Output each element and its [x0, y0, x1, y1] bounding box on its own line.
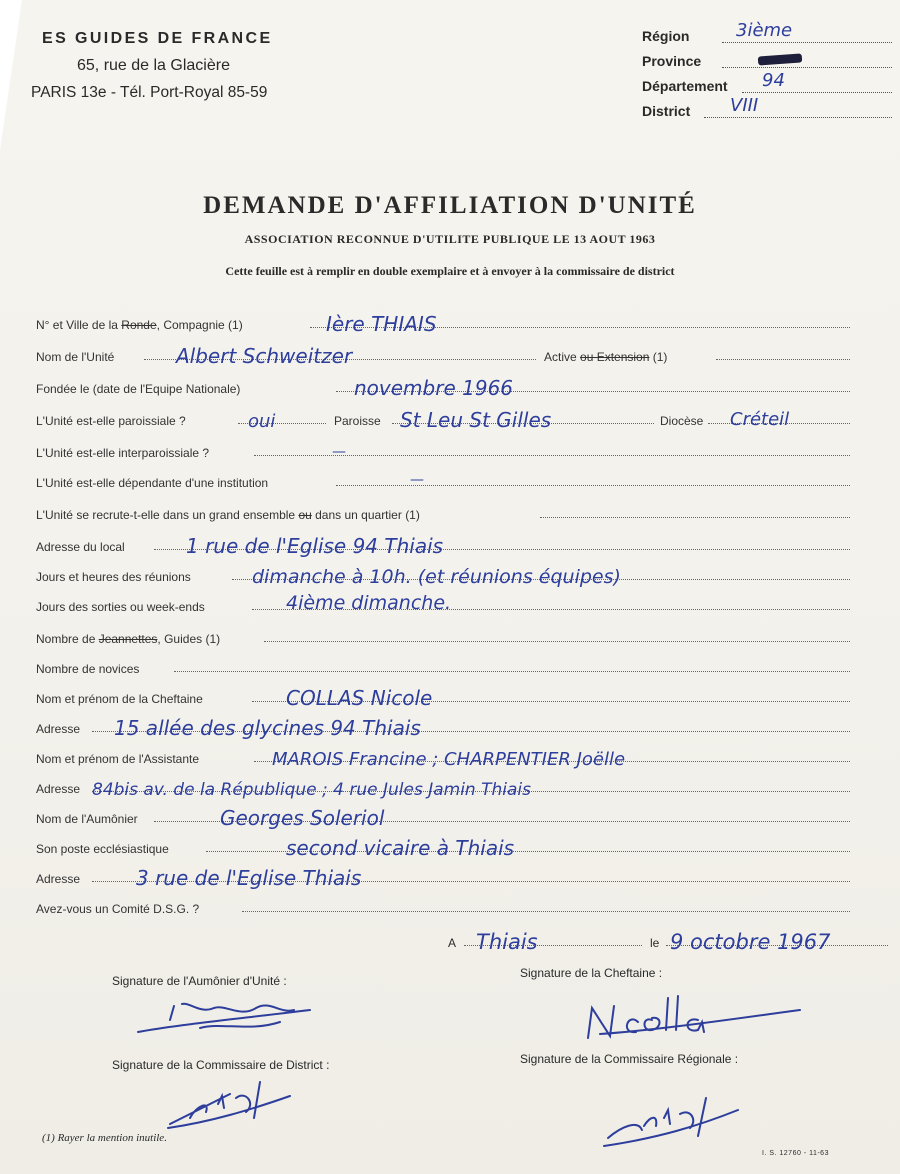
- fondee-value[interactable]: novembre 1966: [354, 376, 514, 400]
- signature-commissaire-district: [160, 1074, 300, 1134]
- field-adresse-3: Adresse 3 rue de l'Eglise Thiais: [36, 866, 850, 888]
- field-sorties: Jours des sorties ou week-ends 4ième dimanche.: [36, 594, 850, 616]
- diocese-value[interactable]: Créteil: [730, 409, 790, 430]
- field-recrute: L'Unité se recrute-t-elle dans un grand ensemble ou dans un quartier (1): [36, 502, 850, 524]
- field-fondee: Fondée le (date de l'Equipe Nationale) novembre 1966: [36, 376, 850, 398]
- field-nombre: Nombre de Jeannettes, Guides (1): [36, 626, 850, 648]
- org-header: [30, 30, 330, 102]
- field-nom-unite: Nom de l'Unité Albert Schweitzer Active ou Extension (1): [36, 344, 850, 366]
- field-reunions: Jours et heures des réunions dimanche à 10h. (et réunions équipes): [36, 564, 850, 586]
- sig-cheftaine-label: Signature de la Cheftaine :: [520, 966, 663, 980]
- region-row: [642, 22, 892, 47]
- sig-commissaire-regionale-label: Signature de la Commissaire Régionale :: [520, 1052, 739, 1066]
- field-adresse-2: Adresse 84bis av. de la République ; 4 rue Jules Jamin Thiais: [36, 776, 850, 798]
- field-aumonier: Nom de l'Aumônier Georges Soleriol: [36, 806, 850, 828]
- footnote: (1) Rayer la mention inutile.: [42, 1132, 167, 1144]
- institution-value[interactable]: —: [410, 472, 424, 488]
- nom-unite-value[interactable]: Albert Schweitzer: [176, 344, 353, 368]
- region-label: Région: [642, 28, 690, 44]
- signature-cheftaine: [580, 990, 810, 1050]
- paroissiale-value[interactable]: oui: [248, 411, 276, 432]
- print-reference: I. S. 12760 - 11-63: [762, 1150, 829, 1157]
- region-value: 3ième: [736, 20, 793, 41]
- departement-value: 94: [762, 70, 785, 91]
- district-value: VIII: [730, 95, 759, 116]
- signature-commissaire-regionale: [598, 1090, 748, 1150]
- field-poste: Son poste ecclésiastique second vicaire à Thiais: [36, 836, 850, 858]
- form-instruction: Cette feuille est à remplir en double exemplaire et à envoyer à la commissaire de district: [225, 264, 675, 278]
- poste-value[interactable]: second vicaire à Thiais: [286, 836, 515, 860]
- signature-aumonier: [130, 992, 330, 1052]
- departement-row: [642, 72, 892, 97]
- redaction-mark: [758, 53, 803, 65]
- sorties-value[interactable]: 4ième dimanche.: [286, 592, 452, 614]
- adresse-local-value[interactable]: 1 rue de l'Eglise 94 Thiais: [186, 534, 444, 558]
- district-label: District: [642, 103, 691, 119]
- assistante-value[interactable]: MAROIS Francine ; CHARPENTIER Joëlle: [272, 749, 626, 770]
- field-adresse-local: Adresse du local 1 rue de l'Eglise 94 Thiais: [36, 534, 850, 556]
- field-paroissiale: L'Unité est-elle paroissiale ? oui Paroisse St Leu St Gilles Diocèse Créteil: [36, 408, 850, 430]
- adresse-2-value[interactable]: 84bis av. de la République ; 4 rue Jules Jamin Thiais: [92, 780, 531, 800]
- province-row: [642, 47, 892, 72]
- field-adresse-1: Adresse 15 allée des glycines 94 Thiais: [36, 716, 850, 738]
- aumonier-value[interactable]: Georges Soleriol: [220, 806, 385, 830]
- field-ville: N° et Ville de la Ronde, Compagnie (1) Ière THIAIS: [36, 312, 850, 334]
- district-row: [642, 97, 892, 122]
- form-subtitle: ASSOCIATION RECONNUE D'UTILITE PUBLIQUE LE 13 AOUT 1963: [244, 232, 656, 246]
- field-comite: Avez-vous un Comité D.S.G. ?: [36, 896, 850, 918]
- region-block: [642, 22, 892, 122]
- sig-commissaire-district-label: Signature de la Commissaire de District :: [112, 1058, 330, 1072]
- field-assistante: Nom et prénom de l'Assistante MAROIS Francine ; CHARPENTIER Joëlle: [36, 746, 850, 768]
- interparoissiale-value[interactable]: —: [332, 444, 346, 460]
- place-date-line: A Thiais le 9 octobre 1967: [448, 930, 888, 952]
- adresse-3-value[interactable]: 3 rue de l'Eglise Thiais: [136, 866, 362, 890]
- reunions-value[interactable]: dimanche à 10h. (et réunions équipes): [252, 566, 621, 588]
- field-institution: L'Unité est-elle dépendante d'une institution —: [36, 470, 850, 492]
- departement-label: Département: [642, 78, 728, 94]
- torn-corner: [0, 0, 22, 150]
- place-value[interactable]: Thiais: [476, 930, 538, 954]
- province-label: Province: [642, 53, 702, 69]
- field-novices: Nombre de novices: [36, 656, 850, 678]
- form-title: DEMANDE D'AFFILIATION D'UNITÉ: [203, 192, 697, 219]
- field-interparoissiale: L'Unité est-elle interparoissiale ? —: [36, 440, 850, 462]
- adresse-1-value[interactable]: 15 allée des glycines 94 Thiais: [114, 716, 421, 740]
- field-cheftaine: Nom et prénom de la Cheftaine COLLAS Nicole: [36, 686, 850, 708]
- ville-value[interactable]: Ière THIAIS: [326, 312, 437, 336]
- date-value[interactable]: 9 octobre 1967: [670, 930, 831, 954]
- sig-aumonier-label: Signature de l'Aumônier d'Unité :: [112, 974, 287, 988]
- org-city-phone: PARIS 13e - Tél. Port-Royal 85-59: [31, 84, 268, 101]
- org-address: 65, rue de la Glacière: [77, 57, 230, 74]
- org-name: ES GUIDES DE FRANCE: [42, 30, 273, 47]
- cheftaine-value[interactable]: COLLAS Nicole: [286, 686, 433, 710]
- paroisse-value[interactable]: St Leu St Gilles: [400, 408, 552, 432]
